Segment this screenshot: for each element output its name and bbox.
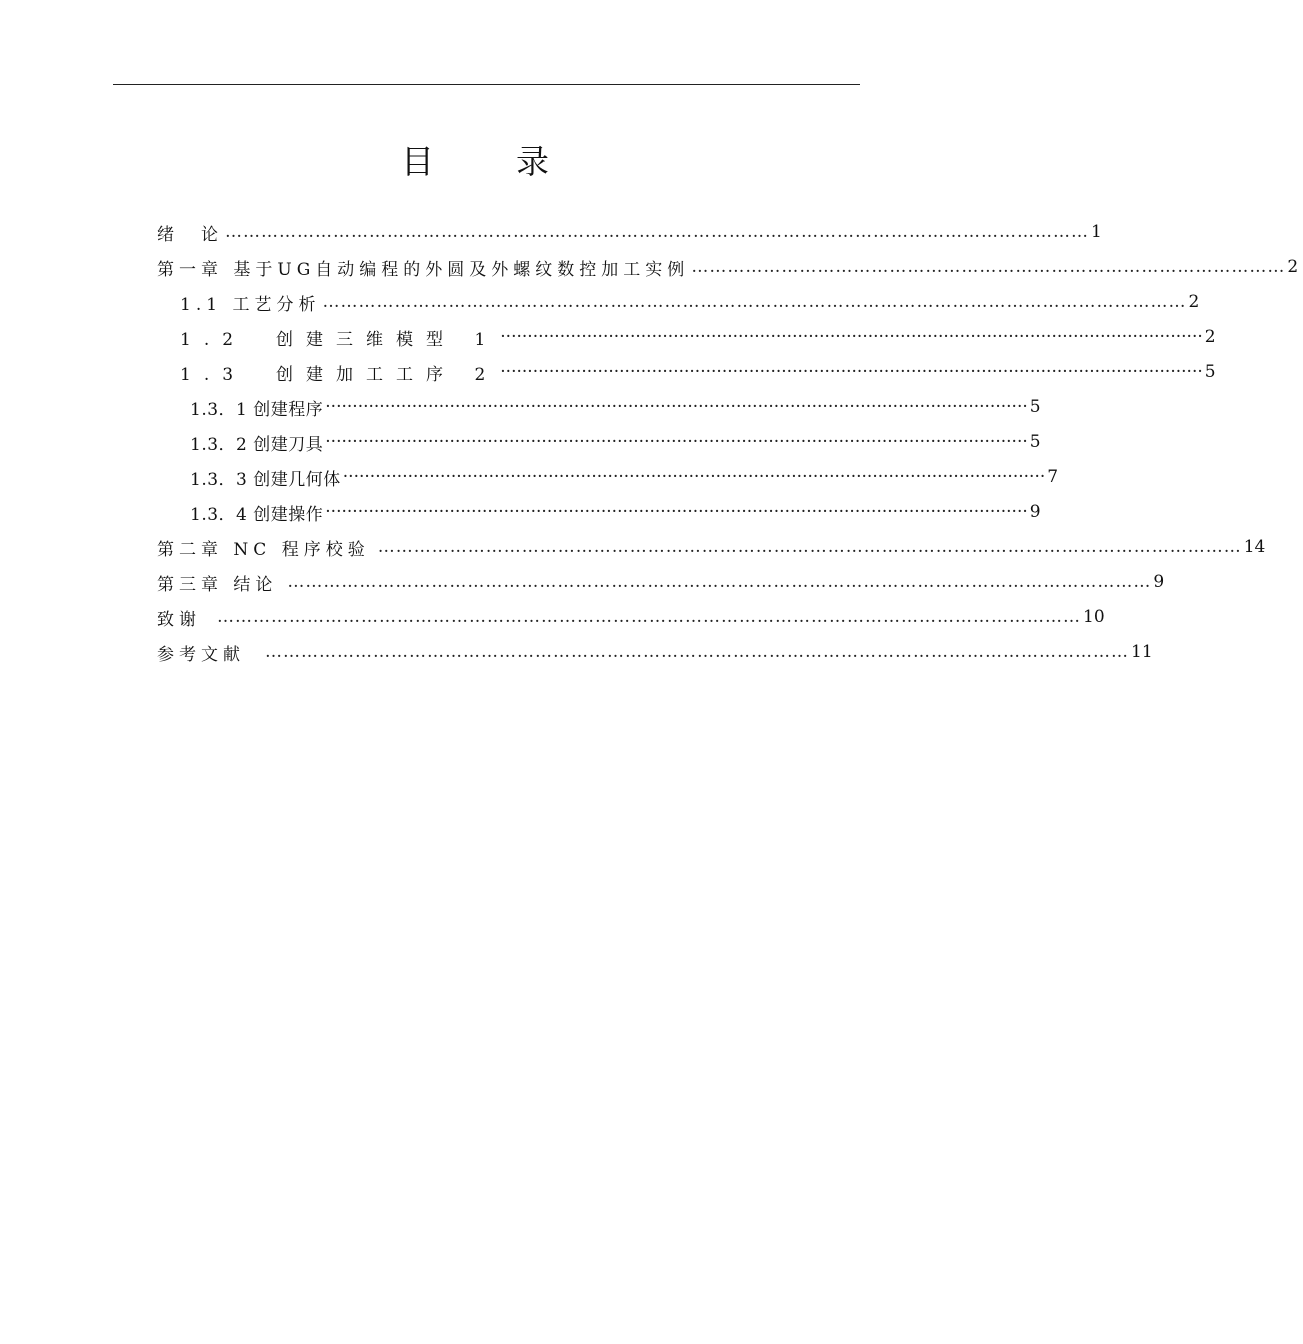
toc-entry[interactable] <box>157 254 1303 280</box>
toc-entry-label: 1.1 工艺分析 <box>180 294 321 315</box>
dot-leader: ·································································································································· <box>342 467 1046 487</box>
toc-title-char-1: 目 <box>401 142 434 181</box>
toc-entry-label: 1.2 创建三维模型 1 <box>180 329 499 350</box>
toc-entry[interactable] <box>157 534 1266 560</box>
toc-entry-label: 1.3 创建加工工序 2 <box>180 364 499 385</box>
toc-entry[interactable] <box>157 604 1105 630</box>
toc-entry[interactable] <box>180 324 1216 350</box>
toc-entry-page: 5 <box>1204 362 1216 382</box>
dot-leader: ·································································································································· <box>325 502 1028 522</box>
toc-entry-page: 9 <box>1029 502 1042 522</box>
toc-entry-page: 2 <box>1204 327 1216 347</box>
toc-entry-label: 致谢 <box>157 609 201 630</box>
toc-entry-label: 1.3．4 创建操作 <box>190 504 324 525</box>
dot-leader: ·································································································································· <box>500 362 1203 382</box>
toc-entry[interactable] <box>157 569 1170 595</box>
dot-leader: ·································································································································· <box>325 432 1028 452</box>
dot-leader: ……………………………………………………………………………………………………………………………… <box>217 607 1081 627</box>
toc-entry-label: 绪 论 <box>157 224 223 245</box>
toc-title <box>0 136 950 183</box>
toc-entry[interactable] <box>190 464 1059 490</box>
toc-entry-page: 5 <box>1029 432 1042 452</box>
dot-leader: ·································································································································· <box>325 397 1028 417</box>
toc-entry[interactable] <box>190 499 1042 525</box>
toc-entry-page: 1 <box>1091 222 1107 242</box>
dot-leader: ……………………………………………………………………………………… <box>691 257 1286 277</box>
toc-entry-label: 第三章 结论 <box>157 574 278 595</box>
toc-entry-label: 1.3．1 创建程序 <box>190 399 324 420</box>
dot-leader: ……………………………………………………………………………………………………………………………… <box>287 572 1152 592</box>
toc-entry-label: 1.3．3 创建几何体 <box>190 469 341 490</box>
toc-entry-label: 1.3．2 创建刀具 <box>190 434 324 455</box>
toc-entry-label: 第一章 基于UG自动编程的外圆及外螺纹数控加工实例 <box>157 259 690 280</box>
toc-entry-page: 2 <box>1287 257 1303 277</box>
toc-entry-page: 10 <box>1083 607 1105 627</box>
toc-entry-page: 2 <box>1188 292 1205 312</box>
dot-leader: ……………………………………………………………………………………………………………………………… <box>225 222 1089 242</box>
toc-entry-label: 参考文献 <box>157 644 245 665</box>
toc-entry-label: 第二章 NC 程序校验 <box>157 539 370 560</box>
toc-entry-page: 9 <box>1153 572 1170 592</box>
toc-entry-page: 7 <box>1047 467 1059 487</box>
dot-leader: ……………………………………………………………………………………………………………………………… <box>265 642 1129 662</box>
toc-title-char-2: 录 <box>516 142 549 181</box>
toc-entry[interactable] <box>190 394 1042 420</box>
header-rule <box>113 84 860 85</box>
toc-entry[interactable] <box>180 289 1205 315</box>
toc-entry-page: 5 <box>1029 397 1042 417</box>
toc-entry[interactable] <box>157 639 1153 665</box>
toc-entry-page: 11 <box>1131 642 1153 662</box>
dot-leader: ……………………………………………………………………………………………………………………………… <box>377 537 1242 557</box>
toc-entry-page: 14 <box>1243 537 1266 557</box>
dot-leader: ·································································································································· <box>500 327 1203 347</box>
toc-entry[interactable] <box>190 429 1042 455</box>
toc-entry[interactable] <box>157 219 1107 245</box>
dot-leader: ……………………………………………………………………………………………………………………………… <box>322 292 1187 312</box>
toc-entry[interactable] <box>180 359 1216 385</box>
